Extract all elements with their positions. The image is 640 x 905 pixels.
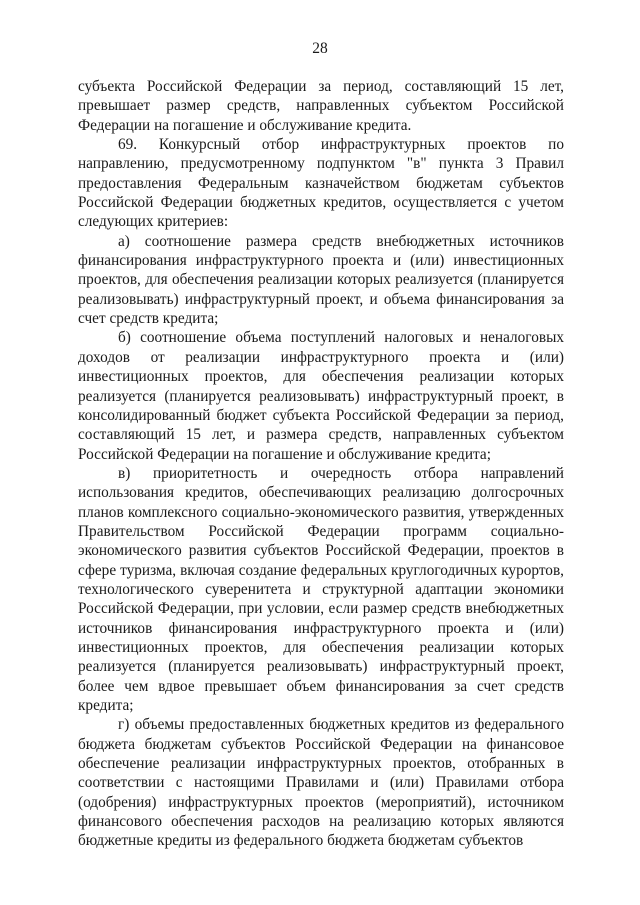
paragraph-continuation: субъекта Российской Федерации за период, составляющий 15 лет, превышает размер средств, направленных субъектом Российской Федерации на погашение и обслуживание кредита.	[78, 78, 564, 134]
paragraph-item-g: г) объемы предоставленных бюджетных кредитов из федерального бюджета бюджетам субъектов Российской Федерации на финансовое обеспечение реализации инфраструктурных проектов, отобранных в соответствии с настоящими Правилами и (или) Правилами отбора (одобрения) инфраструктурных проектов (мероприятий), источником финансового обеспечения расходов на реализацию которых являются бюджетные кредиты из федерального бюджета бюджетам субъектов	[78, 716, 564, 850]
paragraph-clause-69: 69. Конкурсный отбор инфраструктурных проектов по направлению, предусмотренному подпунктом "в" пункта 3 Правил предоставления Федеральным казначейством бюджетам субъектов Российской Федерации бюджетных кредитов, осуществляется с учетом следующих критериев:	[78, 136, 564, 231]
paragraph-item-v: в) приоритетность и очередность отбора направлений использования кредитов, обеспечивающих реализацию долгосрочных планов комплексного социально-экономического развития, утвержденных Правительством Российской Федерации программ социально-экономического развития субъектов Российской Федерации, проектов в сфере туризма, включая создание федеральных круглогодичных курортов, технологического суверенитета и структурной адаптации экономики Российской Федерации, при условии, если размер средств внебюджетных источников финансирования инфраструктурного проекта и (или) инвестиционных проектов, для обеспечения реализации которых реализуется (планируется реализовывать) инфраструктурный проект, более чем вдвое превышает объем финансирования за счет средств кредита;	[78, 464, 564, 714]
document-body	[78, 77, 564, 851]
paragraph-item-b: б) соотношение объема поступлений налоговых и неналоговых доходов от реализации инфраструктурного проекта и (или) инвестиционных проектов, для обеспечения реализации которых реализуется (планируется реализовывать) инфраструктурный проект, в консолидированный бюджет субъекта Российской Федерации за период, составляющий 15 лет, и размера средств, направленных субъектом Российской Федерации на погашение и обслуживание кредита;	[78, 329, 564, 463]
paragraph-item-a: а) соотношение размера средств внебюджетных источников финансирования инфраструктурного проекта и (или) инвестиционных проектов, для обеспечения реализации которых реализуется (планируется реализовывать) инфраструктурный проект, и объема финансирования за счет средств кредита;	[78, 232, 564, 328]
page-number: 28	[312, 40, 328, 57]
